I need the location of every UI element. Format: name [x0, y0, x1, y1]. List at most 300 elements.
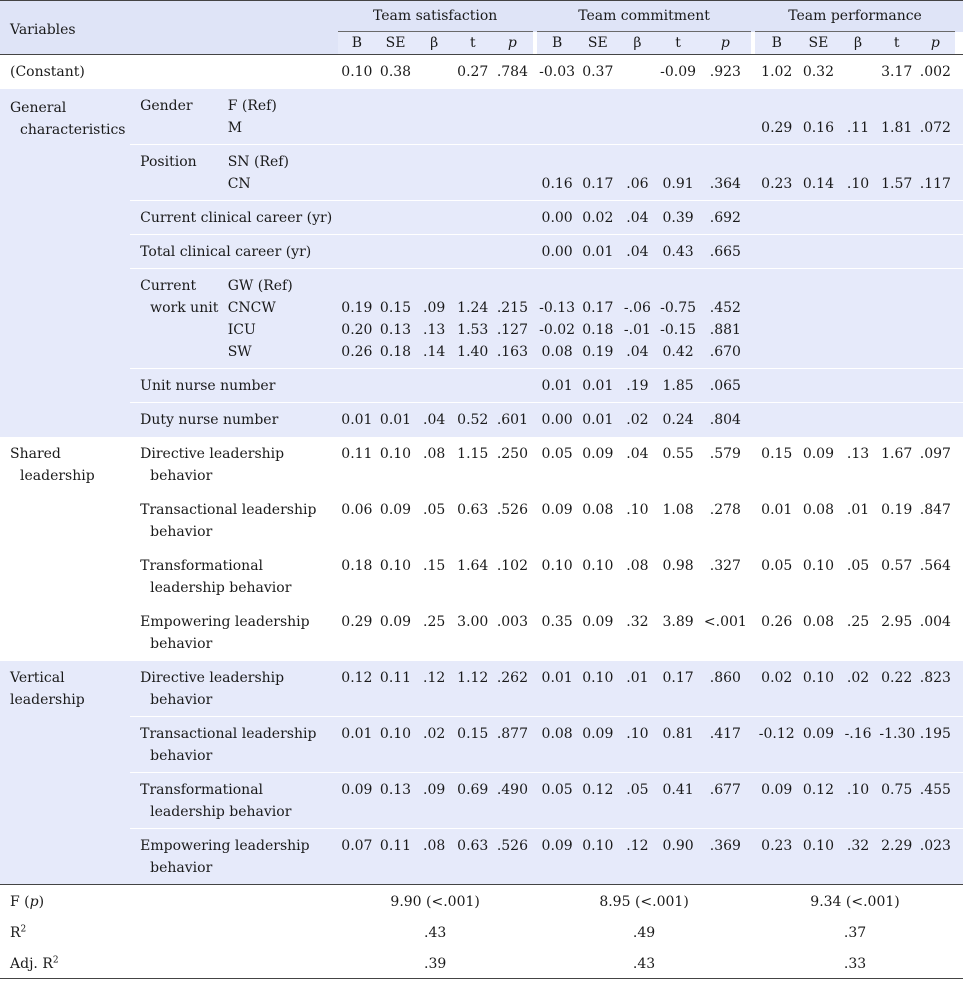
cell-value — [699, 269, 751, 369]
cell-value: 0.09 — [755, 773, 798, 829]
cell-value: 0.01 — [537, 661, 578, 717]
subcol-header: SE — [798, 32, 839, 55]
cell-value: .32 — [618, 605, 657, 661]
cell-value: 1.67 — [877, 437, 916, 493]
cell-value — [755, 201, 798, 235]
cell-value: 0.10 — [376, 549, 415, 605]
cell-value — [657, 269, 700, 369]
variables-header: Variables — [0, 1, 338, 55]
r2-sup: 2 — [20, 924, 27, 935]
cell-value: .923 — [699, 55, 751, 89]
cell-value: .32 — [839, 829, 878, 885]
footer-value: .39 — [338, 947, 533, 979]
subcol-header: p — [492, 32, 533, 55]
cell-value: .804 — [699, 403, 751, 437]
cell-value: 0.63 — [453, 493, 492, 549]
cell-value-line: 0.19 — [341, 300, 373, 316]
cell-value — [916, 235, 955, 269]
cell-value: 0.00 — [537, 201, 578, 235]
cell-value: .25 — [415, 605, 454, 661]
cell-value: .102 — [492, 549, 533, 605]
ref-level: SN (Ref) — [227, 154, 289, 170]
leadership-row-label — [130, 773, 337, 829]
cell-value — [415, 201, 454, 235]
cell-value — [916, 269, 955, 369]
cell-value — [755, 235, 798, 269]
cell-value: .05 — [415, 493, 454, 549]
cell-value: .11 — [839, 89, 878, 145]
cell-value: .12 — [415, 661, 454, 717]
footer-value: .43 — [537, 947, 752, 979]
team-satisfaction-header: Team satisfaction — [338, 1, 533, 32]
cell-value: 1.57 — [877, 145, 916, 201]
cell-value: .117 — [916, 145, 955, 201]
cell-value — [577, 89, 618, 145]
cell-value — [376, 369, 415, 403]
group-label-line: Vertical — [10, 669, 65, 686]
cell-value: .10 — [618, 493, 657, 549]
cell-value-line: -0.75 — [660, 300, 697, 316]
work-unit-levels — [226, 269, 338, 369]
cell-value: .12 — [618, 829, 657, 885]
cell-value: 0.91 — [657, 145, 700, 201]
cell-value: .06 — [618, 145, 657, 201]
cell-value: 0.09 — [376, 605, 415, 661]
cell-value: 0.16 — [537, 145, 578, 201]
cell-value: .04 — [618, 437, 657, 493]
cell-value: 0.10 — [577, 829, 618, 885]
cell-value-line: -.06 — [623, 300, 651, 316]
cell-value — [453, 269, 492, 369]
cell-value-line: 0.08 — [541, 344, 573, 360]
cell-value: 0.19 — [877, 493, 916, 549]
position-label: Position — [130, 145, 226, 201]
cell-value: 0.27 — [453, 55, 492, 89]
cell-value — [376, 235, 415, 269]
cell-value: 0.00 — [537, 403, 578, 437]
label-line: Current — [140, 278, 197, 294]
leadership-row-label — [130, 437, 337, 493]
cell-value-line: -0.15 — [660, 322, 697, 338]
cell-value: 0.29 — [755, 89, 798, 145]
label-line: Directive leadership — [140, 669, 285, 686]
cell-value: .364 — [699, 145, 751, 201]
cell-value: 0.17 — [657, 661, 700, 717]
cell-value: .25 — [839, 605, 878, 661]
cell-value — [699, 89, 751, 145]
cell-value — [877, 369, 916, 403]
cell-value: 0.52 — [453, 403, 492, 437]
label-line: behavior — [150, 691, 213, 708]
cell-value: .490 — [492, 773, 533, 829]
level: CNCW — [227, 300, 276, 316]
footer-value: .43 — [338, 916, 533, 947]
subcol-header: B — [755, 32, 798, 55]
cell-value — [453, 89, 492, 145]
level: ICU — [227, 322, 256, 338]
cell-value — [492, 201, 533, 235]
cell-value: 0.90 — [657, 829, 700, 885]
subcol-header: SE — [577, 32, 618, 55]
cell-value — [376, 145, 415, 201]
cell-value — [376, 269, 415, 369]
cell-value: 0.15 — [453, 717, 492, 773]
cell-value: .08 — [415, 829, 454, 885]
cell-value — [376, 201, 415, 235]
cell-value: .065 — [699, 369, 751, 403]
cell-value: 0.37 — [577, 55, 618, 89]
cell-value: .19 — [618, 369, 657, 403]
team-commitment-header: Team commitment — [537, 1, 752, 32]
cell-value — [916, 403, 955, 437]
group-label-line: leadership — [20, 467, 95, 484]
cell-value: .455 — [916, 773, 955, 829]
cell-value: -.16 — [839, 717, 878, 773]
cell-value: 0.98 — [657, 549, 700, 605]
footer-label — [0, 947, 338, 979]
subcol-header: SE — [376, 32, 415, 55]
cell-value: 0.10 — [537, 549, 578, 605]
cell-value: .564 — [916, 549, 955, 605]
cell-value — [415, 269, 454, 369]
cell-value — [798, 201, 839, 235]
group-label-line: leadership — [10, 691, 85, 708]
subcol-header: t — [877, 32, 916, 55]
cell-value: .05 — [839, 549, 878, 605]
cell-value: .784 — [492, 55, 533, 89]
cell-value: 0.09 — [338, 773, 377, 829]
cell-value — [338, 89, 377, 145]
cell-value — [338, 201, 377, 235]
cell-value-line: .881 — [709, 322, 741, 338]
cell-value: 1.81 — [877, 89, 916, 145]
label-line: behavior — [150, 860, 213, 876]
cell-value: 0.05 — [755, 549, 798, 605]
cell-value-line: 0.20 — [341, 322, 373, 338]
cell-value-line: 0.15 — [379, 300, 412, 316]
cell-value-line: 0.17 — [582, 300, 614, 316]
subcol-header: t — [657, 32, 700, 55]
cell-value: 0.05 — [537, 437, 578, 493]
cell-value: 0.01 — [577, 403, 618, 437]
cell-value: 1.64 — [453, 549, 492, 605]
team-performance-header: Team performance — [755, 1, 954, 32]
cell-value: 1.02 — [755, 55, 798, 89]
footer-value: .33 — [755, 947, 954, 979]
r2-label: R — [10, 925, 21, 941]
cell-value — [453, 145, 492, 201]
footer-value: .37 — [755, 916, 954, 947]
cell-value: 0.01 — [338, 403, 377, 437]
cell-value — [839, 403, 878, 437]
group-label — [0, 661, 130, 885]
cell-value: 0.18 — [338, 549, 377, 605]
subcol-header: t — [453, 32, 492, 55]
footer-value: 9.90 (<.001) — [338, 885, 533, 917]
cell-value: 0.23 — [755, 145, 798, 201]
cell-value — [415, 145, 454, 201]
cell-value — [798, 369, 839, 403]
cell-value — [415, 89, 454, 145]
cell-value: 0.06 — [338, 493, 377, 549]
cell-value — [755, 369, 798, 403]
cell-value — [877, 269, 916, 369]
subcol-header: p — [699, 32, 751, 55]
cell-value: 0.01 — [537, 369, 578, 403]
label-line: behavior — [150, 523, 213, 540]
cell-value: 0.12 — [577, 773, 618, 829]
cell-value: 0.43 — [657, 235, 700, 269]
group-label — [0, 437, 130, 661]
cell-value: 0.55 — [657, 437, 700, 493]
label-line: work unit — [150, 300, 219, 316]
cell-value — [839, 369, 878, 403]
cell-value — [537, 269, 578, 369]
cell-value: -0.03 — [537, 55, 578, 89]
footer-label — [0, 916, 338, 947]
cell-value: 0.09 — [537, 493, 578, 549]
f-label: F ( — [10, 894, 30, 910]
cell-value: .860 — [699, 661, 751, 717]
cell-value: -1.30 — [877, 717, 916, 773]
cell-value: .004 — [916, 605, 955, 661]
cell-value: 0.08 — [798, 493, 839, 549]
leadership-row-label — [130, 493, 337, 549]
cell-value — [492, 145, 533, 201]
cell-value: 0.01 — [577, 235, 618, 269]
cell-value: .002 — [916, 55, 955, 89]
cell-value-line: .215 — [496, 300, 528, 316]
subcol-header: β — [415, 32, 454, 55]
ref-level: F (Ref) — [227, 97, 277, 114]
leadership-row-label — [130, 661, 337, 717]
cell-value: .10 — [839, 145, 878, 201]
cell-value: .601 — [492, 403, 533, 437]
cell-value — [453, 369, 492, 403]
footer-value: 9.34 (<.001) — [755, 885, 954, 917]
cell-value: 1.85 — [657, 369, 700, 403]
cell-value — [755, 269, 798, 369]
cell-value: .250 — [492, 437, 533, 493]
cell-value — [537, 89, 578, 145]
subcol-header: β — [839, 32, 878, 55]
cell-value — [338, 369, 377, 403]
cell-value: 0.09 — [577, 437, 618, 493]
cell-value-line: 0.19 — [582, 344, 614, 360]
cell-value: 0.01 — [577, 369, 618, 403]
cell-value: .10 — [839, 773, 878, 829]
cell-value — [798, 403, 839, 437]
level: CN — [227, 176, 251, 192]
cell-value: 0.14 — [798, 145, 839, 201]
cell-value: .369 — [699, 829, 751, 885]
cell-value: 2.95 — [877, 605, 916, 661]
leadership-row-label — [130, 549, 337, 605]
cell-value: 0.38 — [376, 55, 415, 89]
cell-value: 0.81 — [657, 717, 700, 773]
cell-value: .072 — [916, 89, 955, 145]
duty-nurse-label: Duty nurse number — [130, 403, 337, 437]
cell-value: 0.75 — [877, 773, 916, 829]
cell-value: 0.09 — [798, 717, 839, 773]
label-line: Directive leadership — [140, 445, 285, 462]
cell-value: .417 — [699, 717, 751, 773]
cell-value: 0.08 — [798, 605, 839, 661]
cell-value — [492, 89, 533, 145]
cell-value: 3.00 — [453, 605, 492, 661]
cell-value: 0.10 — [798, 549, 839, 605]
cell-value: 0.01 — [338, 717, 377, 773]
cell-value: 1.08 — [657, 493, 700, 549]
cell-value-line: 1.53 — [457, 322, 489, 338]
cell-value: <.001 — [699, 605, 751, 661]
subcol-header: β — [618, 32, 657, 55]
cell-value: 0.11 — [338, 437, 377, 493]
adj-label: Adj. R — [10, 956, 53, 972]
work-unit-label — [130, 269, 226, 369]
cell-value — [618, 269, 657, 369]
cell-value: .02 — [839, 661, 878, 717]
group-label-line: Shared — [10, 445, 61, 462]
position-levels — [226, 145, 338, 201]
cell-value — [916, 369, 955, 403]
footer-value: .49 — [537, 916, 752, 947]
cell-value — [492, 235, 533, 269]
label-line: Empowering leadership — [140, 613, 310, 630]
cell-value: .04 — [415, 403, 454, 437]
footer-label — [0, 885, 338, 917]
cell-value: 0.23 — [755, 829, 798, 885]
label-line: Transformational — [140, 557, 264, 574]
constant-label: (Constant) — [0, 55, 338, 89]
leadership-row-label — [130, 605, 337, 661]
cell-value — [839, 55, 878, 89]
cell-value — [415, 235, 454, 269]
cell-value: 0.02 — [577, 201, 618, 235]
cell-value: 0.22 — [877, 661, 916, 717]
cell-value: 1.12 — [453, 661, 492, 717]
cell-value: 0.16 — [798, 89, 839, 145]
cell-value-line: .14 — [423, 344, 446, 360]
cell-value: 0.01 — [376, 403, 415, 437]
cell-value: 0.07 — [338, 829, 377, 885]
cell-value: 3.89 — [657, 605, 700, 661]
group-label-line: characteristics — [20, 121, 126, 138]
cell-value: 0.02 — [755, 661, 798, 717]
cell-value: 0.13 — [376, 773, 415, 829]
cell-value: 0.26 — [755, 605, 798, 661]
leadership-row-label — [130, 717, 337, 773]
f-p: p — [29, 894, 39, 910]
cell-value — [755, 403, 798, 437]
subcol-header: B — [537, 32, 578, 55]
cell-value: 3.17 — [877, 55, 916, 89]
cell-value: 0.10 — [338, 55, 377, 89]
cell-value — [798, 235, 839, 269]
cell-value: 0.69 — [453, 773, 492, 829]
cell-value: 0.35 — [537, 605, 578, 661]
cell-value — [338, 145, 377, 201]
label-line: behavior — [150, 467, 213, 484]
cell-value: 0.10 — [577, 549, 618, 605]
cell-value — [415, 55, 454, 89]
cell-value-line: .04 — [626, 344, 649, 360]
cell-value: .327 — [699, 549, 751, 605]
label-line: Transformational — [140, 782, 264, 798]
cell-value: .847 — [916, 493, 955, 549]
cell-value: .877 — [492, 717, 533, 773]
cell-value: 0.09 — [376, 493, 415, 549]
cell-value-line: 0.18 — [582, 322, 614, 338]
cell-value: .13 — [839, 437, 878, 493]
unit-nurse-label: Unit nurse number — [130, 369, 337, 403]
cell-value: 0.08 — [537, 717, 578, 773]
cell-value-line: .127 — [496, 322, 528, 338]
level: M — [227, 119, 243, 136]
cell-value: .677 — [699, 773, 751, 829]
ref-level: GW (Ref) — [227, 278, 293, 294]
cell-value: 0.09 — [577, 717, 618, 773]
cell-value: .579 — [699, 437, 751, 493]
cell-value — [453, 201, 492, 235]
cell-value — [657, 89, 700, 145]
cell-value: 0.09 — [798, 437, 839, 493]
cell-value: .01 — [618, 661, 657, 717]
cell-value: 2.29 — [877, 829, 916, 885]
label-line: Empowering leadership — [140, 838, 310, 854]
total-career-label: Total clinical career (yr) — [130, 235, 337, 269]
cell-value: 0.09 — [577, 605, 618, 661]
cell-value: 0.09 — [537, 829, 578, 885]
cell-value: 0.05 — [537, 773, 578, 829]
label-line: behavior — [150, 748, 213, 764]
cell-value: .023 — [916, 829, 955, 885]
cell-value: .05 — [618, 773, 657, 829]
f-close: ) — [38, 894, 45, 910]
label-line: Transactional leadership — [140, 726, 317, 742]
cell-value: 0.12 — [798, 773, 839, 829]
cell-value — [618, 55, 657, 89]
cell-value: 0.10 — [577, 661, 618, 717]
cell-value: .195 — [916, 717, 955, 773]
cell-value: .02 — [415, 717, 454, 773]
cell-value-line: -0.02 — [539, 322, 576, 338]
gender-label: Gender — [130, 89, 226, 145]
cell-value: 0.29 — [338, 605, 377, 661]
cell-value — [338, 269, 377, 369]
cell-value — [415, 369, 454, 403]
cell-value: 0.10 — [376, 717, 415, 773]
cell-value: 0.11 — [376, 661, 415, 717]
cell-value: 0.17 — [577, 145, 618, 201]
subcol-header: p — [916, 32, 955, 55]
cell-value — [338, 235, 377, 269]
cell-value: .15 — [415, 549, 454, 605]
cell-value — [577, 269, 618, 369]
cell-value — [877, 201, 916, 235]
cell-value-line: -.01 — [623, 322, 651, 338]
cell-value — [839, 235, 878, 269]
cell-value: .526 — [492, 493, 533, 549]
gender-levels — [226, 89, 338, 145]
cell-value: 0.01 — [755, 493, 798, 549]
cell-value: 0.08 — [577, 493, 618, 549]
cell-value: .278 — [699, 493, 751, 549]
cell-value: .08 — [618, 549, 657, 605]
cell-value — [453, 235, 492, 269]
cell-value: .08 — [415, 437, 454, 493]
cell-value: -0.12 — [755, 717, 798, 773]
